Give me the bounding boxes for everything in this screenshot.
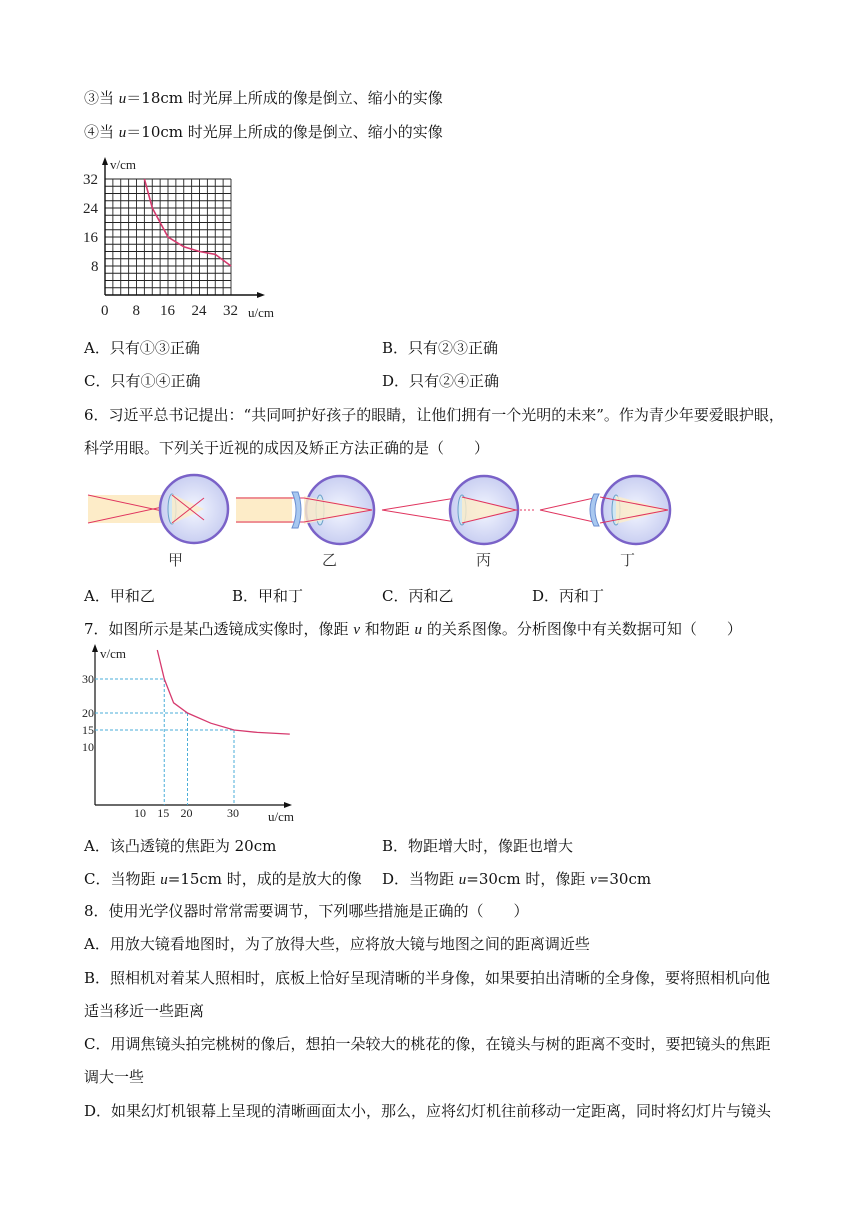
chart-q7-axes [92, 644, 292, 808]
q8-stem: 8．使用光学仪器时常常需要调节，下列哪些措施是正确的（ ） [84, 902, 529, 920]
x-tick-label: 16 [160, 303, 175, 319]
chart-q7-xlabel: u/cm [268, 809, 294, 824]
x-tick-label: 10 [134, 806, 146, 820]
statement-4: ④当 u＝10cm 时光屏上所成的像是倒立、缩小的实像 [84, 123, 443, 141]
chart-q5-ylabel: v/cm [110, 157, 136, 172]
q8-option-d[interactable]: D．如果幻灯机银幕上呈现的清晰画面太小，那么，应将幻灯机往前移动一定距离，同时将幻灯片与镜头 [84, 1102, 772, 1120]
y-axis-arrow [102, 157, 108, 165]
y-tick-label: 16 [83, 230, 98, 246]
x-tick-label: 20 [180, 806, 193, 820]
q6-option-d[interactable]: D．丙和丁 [532, 587, 605, 605]
y-tick-label: 15 [82, 723, 94, 737]
chart-q7-ylabel: v/cm [100, 646, 126, 661]
chart-q7 [80, 640, 320, 828]
eye-figure-yi [236, 476, 374, 544]
y-tick-label: 20 [82, 706, 94, 720]
q7-stem: 7．如图所示是某凸透镜成实像时，像距 v 和物距 u 的关系图像。分析图像中有关数据可知（ ） [84, 620, 742, 638]
eye-figure-jia [88, 475, 228, 543]
q7-option-a[interactable]: A．该凸透镜的焦距为 20cm [84, 837, 277, 855]
eye-label-jia: 甲 [168, 553, 184, 569]
x-tick-label: 15 [157, 806, 170, 820]
q8-option-a[interactable]: A．用放大镜看地图时，为了放得大些，应将放大镜与地图之间的距离调近些 [84, 935, 590, 953]
q6-option-b[interactable]: B．甲和丁 [232, 587, 304, 605]
q7-option-b[interactable]: B．物距增大时，像距也增大 [382, 837, 574, 855]
y-tick-label: 32 [83, 172, 98, 188]
q5-option-d[interactable]: D．只有②④正确 [382, 372, 500, 390]
x-tick-label: 0 [101, 303, 109, 319]
y-axis-arrow [92, 644, 98, 652]
x-tick-label: 32 [223, 303, 238, 319]
q6-stem-line1: 6．习近平总书记提出：“共同呵护好孩子的眼睛，让他们拥有一个光明的未来”。作为青少年要爱眼护眼， [84, 406, 784, 424]
eye-label-bing: 丙 [476, 553, 492, 569]
q6-stem-line2: 科学用眼。下列关于近视的成因及矫正方法正确的是（ ） [84, 439, 490, 457]
q8-option-c-cont: 调大一些 [84, 1068, 145, 1086]
x-tick-label: 24 [191, 303, 207, 319]
y-tick-label: 10 [82, 740, 94, 754]
y-tick-label: 30 [82, 672, 94, 686]
q5-option-b[interactable]: B．只有②③正确 [382, 339, 499, 357]
eye-label-yi: 乙 [322, 553, 338, 569]
chart-q7-tick-labels [82, 672, 239, 820]
q7-option-c[interactable]: C．当物距 u=15cm 时，成的是放大的像 [84, 870, 362, 888]
x-tick-label: 30 [227, 806, 239, 820]
eye-label-ding: 丁 [620, 553, 636, 569]
q7-option-d[interactable]: D．当物距 u=30cm 时，像距 v=30cm [382, 870, 652, 888]
x-tick-label: 8 [132, 303, 140, 319]
chart-q7-guides [95, 679, 234, 805]
q8-option-b-cont: 适当移近一些距离 [84, 1002, 205, 1020]
x-axis-arrow [257, 292, 265, 298]
q8-option-c[interactable]: C．用调焦镜头拍完桃树的像后，想拍一朵较大的桃花的像，在镜头与树的距离不变时，要把镜头的焦距 [84, 1035, 771, 1053]
q5-option-a[interactable]: A．只有①③正确 [84, 339, 200, 357]
eye-diagrams [84, 470, 684, 575]
chart-q5-xlabel: u/cm [248, 305, 274, 320]
eye-figure-bing [382, 476, 534, 544]
chart-q5 [80, 155, 300, 325]
q6-option-c[interactable]: C．丙和乙 [382, 587, 454, 605]
q5-option-c[interactable]: C．只有①④正确 [84, 372, 201, 390]
q6-option-a[interactable]: A．甲和乙 [84, 587, 155, 605]
y-tick-label: 8 [91, 259, 99, 275]
x-axis-arrow [284, 802, 292, 808]
statement-3: ③当 u＝18cm 时光屏上所成的像是倒立、缩小的实像 [84, 89, 443, 107]
q8-option-b[interactable]: B．照相机对着某人照相时，底板上恰好呈现清晰的半身像，如果要拍出清晰的全身像，要将照相机向他 [84, 969, 771, 987]
y-tick-label: 24 [83, 201, 98, 217]
chart-q7-curve [157, 650, 289, 734]
eye-figure-ding [540, 476, 670, 544]
